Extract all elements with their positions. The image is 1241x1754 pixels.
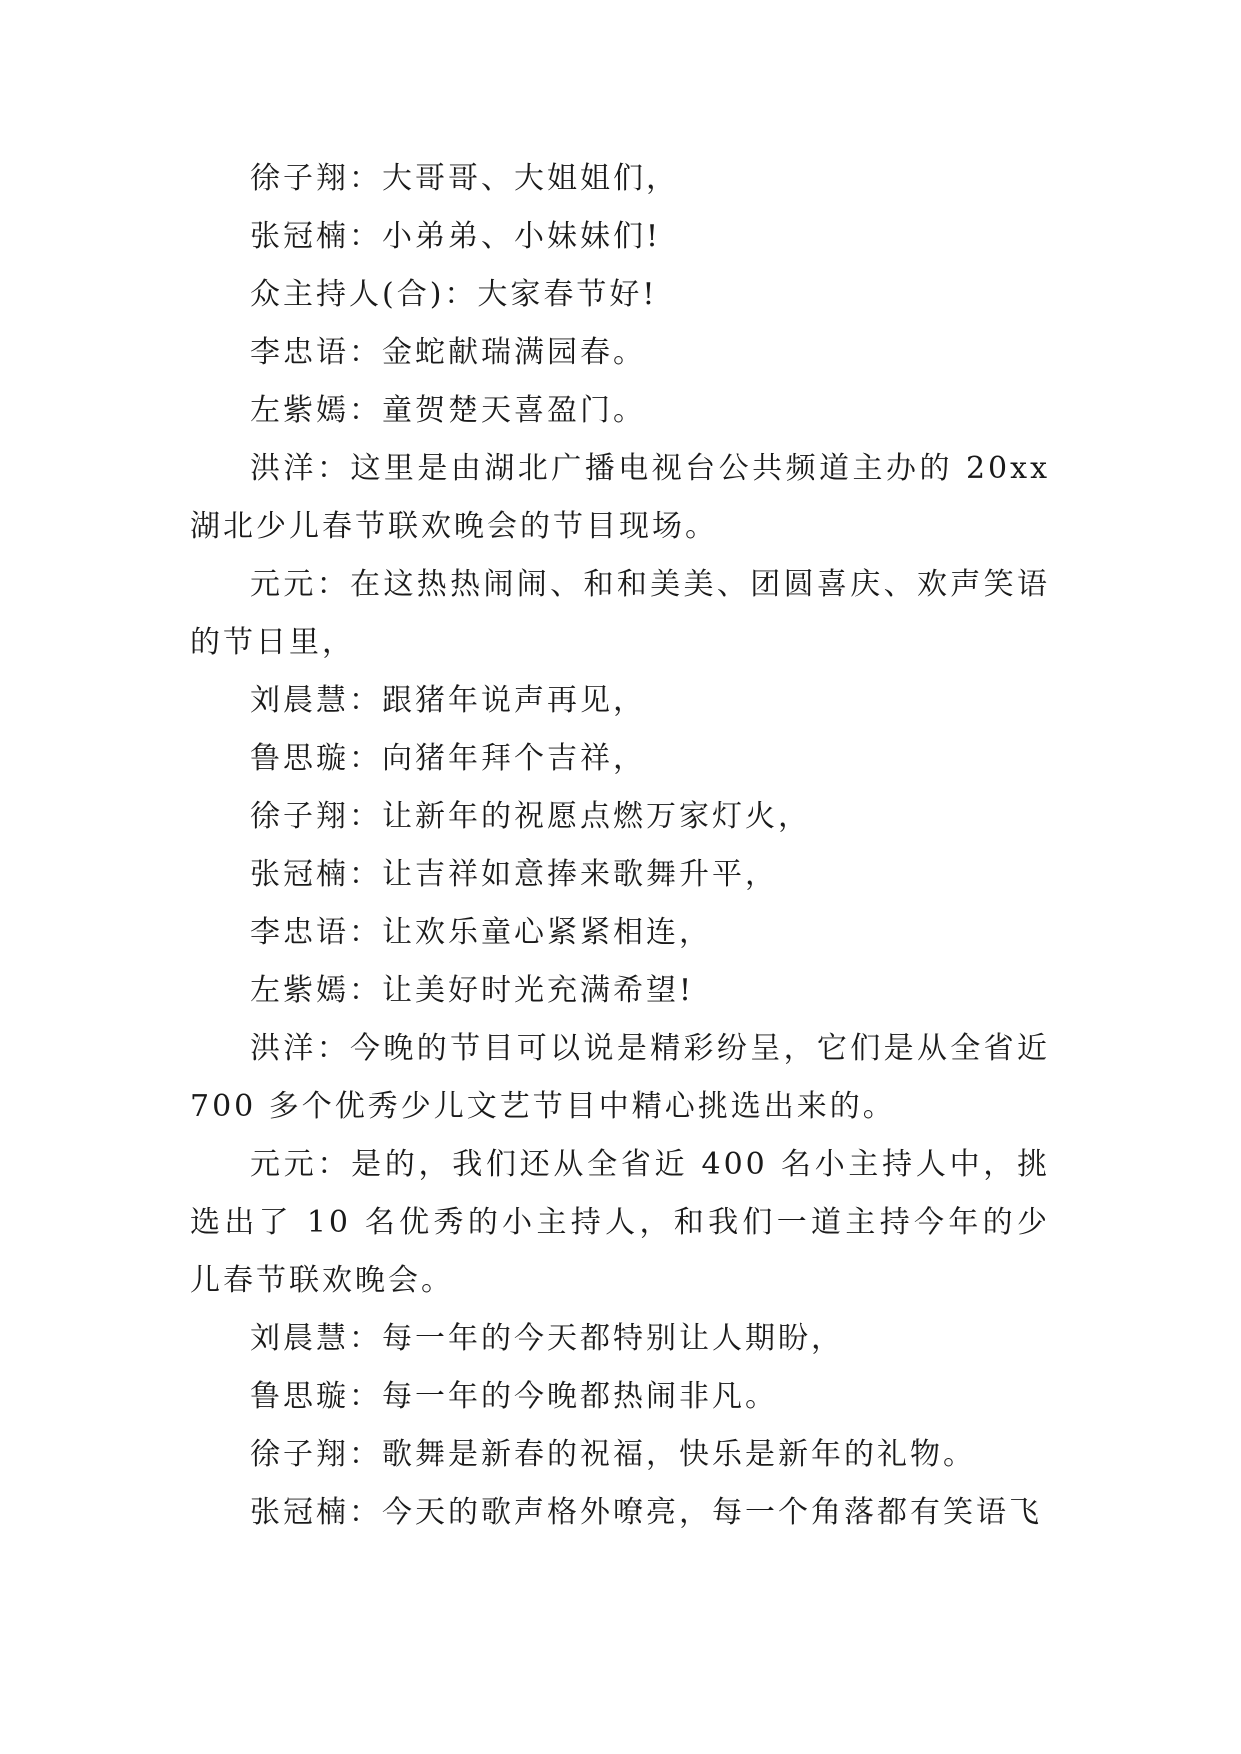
paragraph: 洪洋：今晚的节目可以说是精彩纷呈，它们是从全省近 700 多个优秀少儿文艺节目中精心挑选出来的。 bbox=[190, 1031, 1050, 1124]
paragraph: 张冠楠：今天的歌声格外嘹亮，每一个角落都有笑语飞 bbox=[250, 1495, 1042, 1530]
paragraph: 张冠楠：小弟弟、小妹妹们! bbox=[250, 219, 662, 254]
paragraph: 李忠语：让欢乐童心紧紧相连， bbox=[250, 915, 712, 950]
paragraph: 左紫嫣：让美好时光充满希望! bbox=[250, 973, 695, 1008]
paragraph: 徐子翔：让新年的祝愿点燃万家灯火， bbox=[250, 799, 811, 834]
paragraph: 李忠语：金蛇献瑞满园春。 bbox=[250, 335, 646, 370]
paragraph: 刘晨慧：跟猪年说声再见， bbox=[250, 683, 646, 718]
paragraph: 元元：在这热热闹闹、和和美美、团圆喜庆、欢声笑语的节日里， bbox=[190, 567, 1050, 660]
paragraph: 鲁思璇：向猪年拜个吉祥， bbox=[250, 741, 646, 776]
paragraph: 徐子翔：大哥哥、大姐姐们， bbox=[250, 161, 679, 196]
paragraph: 众主持人(合)：大家春节好! bbox=[250, 277, 658, 312]
document-body bbox=[190, 150, 1050, 1542]
paragraph: 元元：是的，我们还从全省近 400 名小主持人中，挑选出了 10 名优秀的小主持人，和我们一道主持今年的少儿春节联欢晚会。 bbox=[190, 1147, 1050, 1298]
paragraph: 鲁思璇：每一年的今晚都热闹非凡。 bbox=[250, 1379, 778, 1414]
paragraph: 张冠楠：让吉祥如意捧来歌舞升平， bbox=[250, 857, 778, 892]
paragraph: 徐子翔：歌舞是新春的祝福，快乐是新年的礼物。 bbox=[250, 1437, 976, 1472]
paragraph: 刘晨慧：每一年的今天都特别让人期盼， bbox=[250, 1321, 844, 1356]
paragraph: 左紫嫣：童贺楚天喜盈门。 bbox=[250, 393, 646, 428]
paragraph: 洪洋：这里是由湖北广播电视台公共频道主办的 20xx 湖北少儿春节联欢晚会的节目现场。 bbox=[190, 451, 1050, 544]
